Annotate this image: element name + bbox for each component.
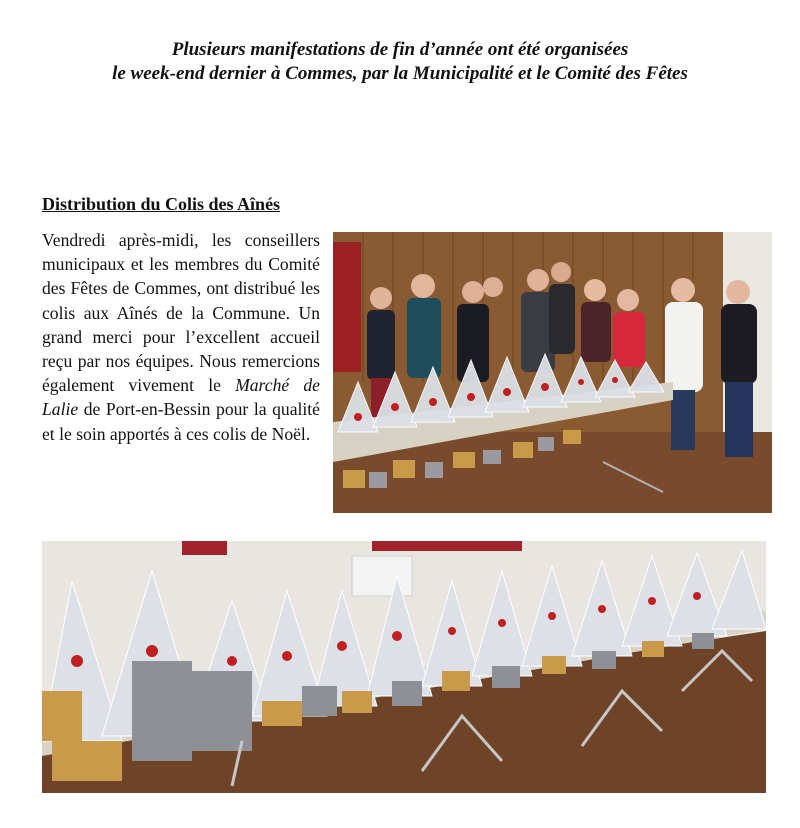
headline-line-1: Plusieurs manifestations de fin d’année ont été organisées bbox=[171, 39, 629, 60]
article-emphasis: Marché de Lalie bbox=[42, 375, 320, 420]
article-paragraph bbox=[42, 228, 320, 446]
headline bbox=[0, 38, 800, 86]
baskets-photo-illustration bbox=[42, 541, 766, 793]
article-text-after: de Port-en-Bessin pour la qualité et le soin apportés à ces colis de Noël. bbox=[42, 399, 320, 444]
headline-line-2: le week-end dernier à Commes, par la Municipalité et le Comité des Fêtes bbox=[112, 63, 688, 84]
article-text-before: Vendredi après-midi, les conseillers municipaux et les membres du Comité des Fêtes de Commes, ont distribué les colis aux Aînés de la Commune. Un grand merci pour l’excellent accueil reçu par nos équipes. Nous remercions également vivement le bbox=[42, 230, 320, 396]
section-title: Distribution du Colis des Aînés bbox=[42, 194, 281, 214]
baskets-photo bbox=[42, 541, 766, 793]
group-photo-illustration bbox=[333, 232, 772, 513]
group-photo bbox=[333, 232, 772, 513]
